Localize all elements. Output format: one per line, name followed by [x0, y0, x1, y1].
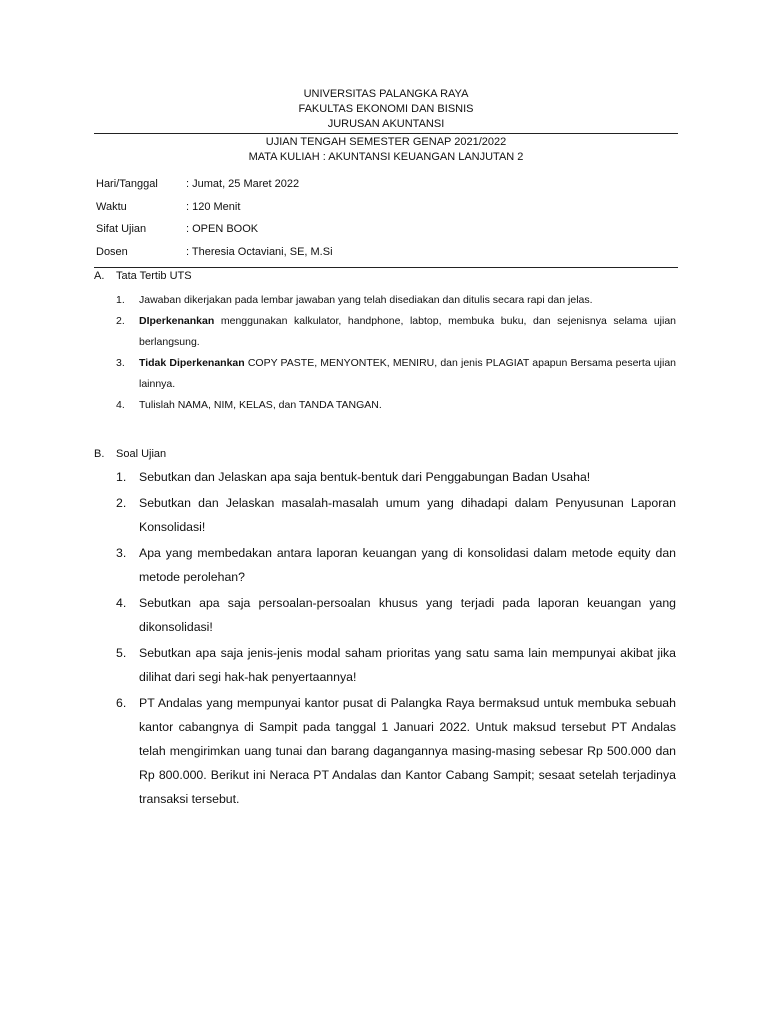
question-item: [116, 641, 676, 689]
question-item: [116, 491, 676, 539]
question-number: 4.: [116, 596, 127, 610]
question-number: 2.: [116, 496, 127, 510]
item-number: 2.: [116, 315, 125, 327]
section-letter: B.: [94, 448, 105, 460]
info-value: : 120 Menit: [186, 200, 241, 213]
question-number: 3.: [116, 546, 127, 560]
document-header: [94, 87, 678, 132]
list-item: [116, 395, 676, 416]
item-text: [139, 353, 676, 395]
item-text: [139, 290, 676, 311]
info-row-time: [96, 201, 486, 224]
item-body: menggunakan kalkulator, handphone, labtop, membuka buku, dan sejenisnya selama ujian berlangsung.: [139, 315, 676, 348]
question-number: 5.: [116, 646, 127, 660]
section-title: Tata Tertib UTS: [116, 270, 192, 282]
question-text: PT Andalas yang mempunyai kantor pusat di Palangka Raya bermaksud untuk membuka sebuah kantor cabangnya di Sampit pada tanggal 1 Januari 2022. Untuk maksud tersebut PT Andalas telah mengirimkan uang tunai dan barang dagangannya masing-masing sebesar Rp 500.000 dan Rp 800.000. Berikut ini Neraca PT Andalas dan Kantor Cabang Sampit; sesaat setelah terjadinya transaksi tersebut.: [139, 696, 676, 806]
list-item: [116, 353, 676, 395]
question-item: [116, 591, 676, 639]
info-row-lecturer: [96, 246, 486, 269]
item-number: 1.: [116, 294, 125, 306]
question-item: [116, 541, 676, 589]
faculty-name: FAKULTAS EKONOMI DAN BISNIS: [298, 103, 474, 115]
course-title: MATA KULIAH : AKUNTANSI KEUANGAN LANJUTAN 2: [248, 151, 524, 163]
info-row-type: [96, 223, 486, 246]
section-letter: A.: [94, 270, 105, 282]
section-b-heading: [94, 448, 166, 460]
info-label: Dosen: [96, 245, 128, 258]
item-body: Jawaban dikerjakan pada lembar jawaban yang telah disediakan dan ditulis secara rapi dan jelas.: [139, 294, 593, 306]
question-number: 1.: [116, 470, 127, 484]
item-body: COPY PASTE, MENYONTEK, MENIRU, dan jenis PLAGIAT apapun Bersama peserta ujian lainnya.: [139, 357, 676, 390]
exam-heading: [94, 135, 678, 165]
question-item: [116, 465, 676, 489]
info-label: Hari/Tanggal: [96, 178, 158, 190]
header-divider: [94, 133, 678, 134]
item-bold: DIperkenankan: [139, 315, 215, 327]
exam-questions-list: [116, 465, 676, 813]
exam-rules-list: [116, 290, 676, 416]
item-number: 3.: [116, 357, 125, 369]
exam-info-table: [96, 178, 486, 268]
info-label: Waktu: [96, 200, 127, 213]
department-name: JURUSAN AKUNTANSI: [327, 118, 445, 130]
info-label: Sifat Ujian: [96, 223, 147, 235]
section-a-heading: [94, 270, 192, 282]
question-text: Sebutkan dan Jelaskan masalah-masalah umum yang dihadapi dalam Penyusunan Laporan Konsolidasi!: [139, 496, 676, 534]
item-number: 4.: [116, 399, 125, 411]
university-name: UNIVERSITAS PALANGKA RAYA: [303, 88, 469, 100]
info-value: : Jumat, 25 Maret 2022: [186, 178, 300, 190]
info-row-date: [96, 178, 486, 201]
exam-title: UJIAN TENGAH SEMESTER GENAP 2021/2022: [265, 136, 507, 148]
question-text: Apa yang membedakan antara laporan keuangan yang di konsolidasi dalam metode equity dan metode perolehan?: [139, 546, 676, 584]
info-value: : Theresia Octaviani, SE, M.Si: [186, 245, 333, 258]
list-item: [116, 311, 676, 353]
info-divider: [94, 267, 678, 268]
question-text: Sebutkan apa saja jenis-jenis modal saham prioritas yang satu sama lain mempunyai akibat jika dilihat dari segi hak-hak penyertaannya!: [139, 646, 676, 684]
question-number: 6.: [116, 696, 127, 710]
question-text: Sebutkan dan Jelaskan apa saja bentuk-bentuk dari Penggabungan Badan Usaha!: [139, 470, 591, 484]
question-text: Sebutkan apa saja persoalan-persoalan khusus yang terjadi pada laporan keuangan yang dikonsolidasi!: [139, 596, 676, 634]
item-text: [139, 395, 676, 416]
item-bold: Tidak Diperkenankan: [139, 357, 245, 369]
item-body: Tulislah NAMA, NIM, KELAS, dan TANDA TANGAN.: [139, 399, 382, 411]
list-item: [116, 290, 676, 311]
section-title: Soal Ujian: [116, 448, 167, 460]
info-value: : OPEN BOOK: [186, 223, 259, 235]
question-item: [116, 691, 676, 811]
item-text: [139, 311, 676, 353]
